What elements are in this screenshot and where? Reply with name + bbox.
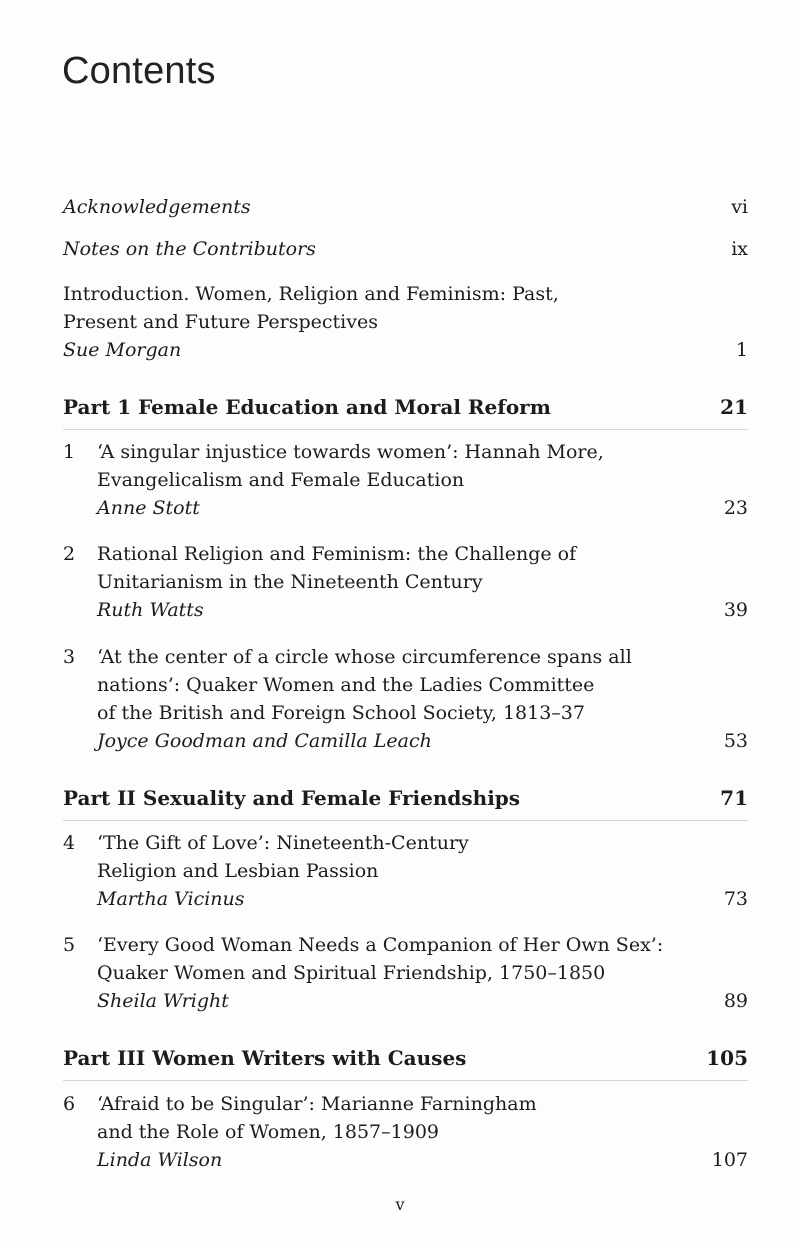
entry-page-number: 107 [711, 1149, 748, 1171]
entry-page-number: 23 [723, 497, 748, 519]
chapter-number: 2 [63, 543, 76, 565]
toc-entry-introduction[interactable] [63, 280, 748, 364]
entry-title-line: ‘Afraid to be Singular’: Marianne Farningham [97, 1093, 537, 1115]
entry-title-line: ‘The Gift of Love’: Nineteenth-Century [97, 832, 469, 854]
entry-author: Martha Vicinus [97, 888, 245, 910]
part-page-number: 21 [720, 395, 748, 419]
entry-title: Notes on the Contributors [63, 238, 316, 260]
entry-author: Joyce Goodman and Camilla Leach [97, 730, 432, 752]
entry-title-line: nations’: Quaker Women and the Ladies Committee [97, 674, 595, 696]
toc-chapter-1[interactable] [63, 438, 748, 522]
part-title: Part 1 Female Education and Moral Reform [63, 395, 551, 419]
part-page-number: 105 [706, 1046, 748, 1070]
chapter-number: 1 [63, 441, 76, 463]
entry-title-line: Rational Religion and Feminism: the Challenge of [97, 543, 577, 565]
chapter-number: 5 [63, 934, 76, 956]
entry-title-line: Evangelicalism and Female Education [97, 469, 465, 491]
entry-page-number: vi [731, 196, 748, 218]
entry-author: Sue Morgan [63, 339, 182, 361]
entry-page-number: 1 [735, 339, 748, 361]
entry-author: Anne Stott [97, 497, 200, 519]
entry-title-line: Unitarianism in the Nineteenth Century [97, 571, 483, 593]
entry-author: Ruth Watts [97, 599, 204, 621]
entry-page-number: ix [731, 238, 748, 260]
toc-entry-notes-on-contributors[interactable] [63, 235, 748, 263]
entry-page-number: 73 [723, 888, 748, 910]
entry-author: Sheila Wright [97, 990, 229, 1012]
page-title: Contents [62, 50, 216, 92]
entry-author: Linda Wilson [97, 1149, 223, 1171]
entry-title-line: ‘A singular injustice towards women’: Hannah More, [97, 441, 604, 463]
entry-title-line: Quaker Women and Spiritual Friendship, 1750–1850 [97, 962, 606, 984]
toc-chapter-2[interactable] [63, 540, 748, 624]
part-divider [63, 820, 748, 821]
entry-page-number: 89 [723, 990, 748, 1012]
entry-title-line: ‘At the center of a circle whose circumference spans all [97, 646, 632, 668]
part-title: Part III Women Writers with Causes [63, 1046, 467, 1070]
entry-title-line: of the British and Foreign School Society, 1813–37 [97, 702, 585, 724]
entry-page-number: 39 [723, 599, 748, 621]
toc-part-1[interactable] [63, 393, 748, 421]
chapter-number: 6 [63, 1093, 76, 1115]
entry-title-line: ‘Every Good Woman Needs a Companion of Her Own Sex’: [97, 934, 664, 956]
entry-title: Acknowledgements [63, 196, 251, 218]
part-divider [63, 429, 748, 430]
chapter-number: 3 [63, 646, 76, 668]
toc-chapter-4[interactable] [63, 829, 748, 913]
entry-page-number: 53 [723, 730, 748, 752]
page-folio: v [395, 1195, 405, 1214]
chapter-number: 4 [63, 832, 76, 854]
part-page-number: 71 [720, 786, 748, 810]
part-title: Part II Sexuality and Female Friendships [63, 786, 521, 810]
entry-title-line: Introduction. Women, Religion and Feminism: Past, [63, 283, 559, 305]
entry-title-line: and the Role of Women, 1857–1909 [97, 1121, 439, 1143]
entry-title-line: Present and Future Perspectives [63, 311, 378, 333]
toc-part-2[interactable] [63, 784, 748, 812]
toc-chapter-5[interactable] [63, 931, 748, 1015]
toc-entry-acknowledgements[interactable] [63, 193, 748, 221]
toc-chapter-6[interactable] [63, 1090, 748, 1174]
toc-chapter-3[interactable] [63, 643, 748, 755]
entry-title-line: Religion and Lesbian Passion [97, 860, 379, 882]
toc-part-3[interactable] [63, 1044, 748, 1072]
part-divider [63, 1080, 748, 1081]
